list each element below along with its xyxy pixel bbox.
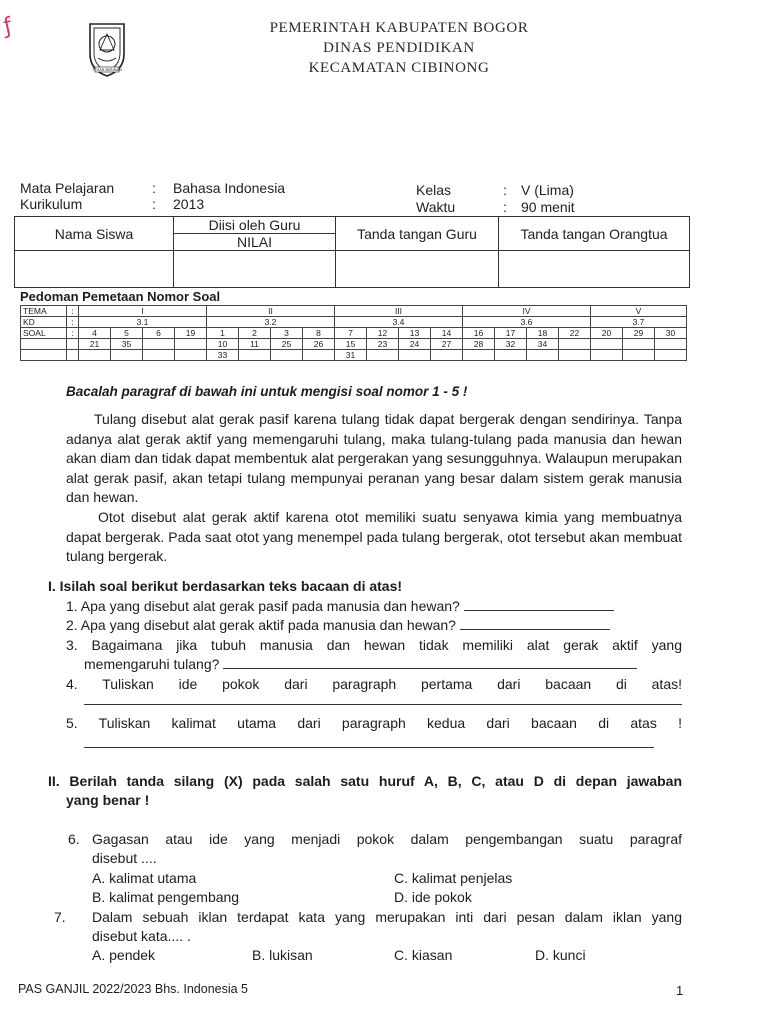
tema-row <box>21 306 687 317</box>
soal-cell: 4 <box>79 328 111 339</box>
row-label: TEMA <box>21 306 67 317</box>
soal-cell <box>431 350 463 361</box>
soal-cell: 22 <box>559 328 591 339</box>
colon: : <box>152 196 156 212</box>
soal-cell <box>463 350 495 361</box>
soal-cell: 26 <box>303 339 335 350</box>
soal-cell <box>591 339 623 350</box>
soal-row <box>21 328 687 339</box>
soal-cell <box>303 350 335 361</box>
colon: : <box>67 317 79 328</box>
student-name-header: Nama Siswa <box>15 217 174 251</box>
soal-cell: 12 <box>367 328 399 339</box>
soal-cell: 8 <box>303 328 335 339</box>
soal-cell: 32 <box>495 339 527 350</box>
score-header: NILAI <box>174 234 336 251</box>
kd-cell: 3.2 <box>207 317 335 328</box>
letterhead-line-2: DINAS PENDIDIKAN <box>323 40 475 56</box>
question-mapping-table <box>20 305 687 361</box>
soal-cell: 21 <box>79 339 111 350</box>
soal-cell: 25 <box>271 339 303 350</box>
soal-cell: 15 <box>335 339 367 350</box>
question-3-text-cont: memengaruhi tulang? <box>84 656 220 672</box>
section-1-title: I. Isilah soal berikut berdasarkan teks bacaan di atas! <box>48 578 403 594</box>
section-2-title: II. Berilah tanda silang (X) pada salah satu huruf A, B, C, atau D di depan jawaban <box>48 773 682 789</box>
row-label: SOAL <box>21 328 67 339</box>
question-6-text-cont: disebut .... <box>92 850 157 866</box>
soal-cell <box>175 350 207 361</box>
question-7-text: Dalam sebuah iklan terdapat kata yang merupakan inti dari pesan dalam iklan yang <box>92 909 682 925</box>
mapping-title: Pedoman Pemetaan Nomor Soal <box>20 289 221 304</box>
soal-cell <box>367 350 399 361</box>
soal-row <box>21 339 687 350</box>
student-info-table <box>14 216 690 288</box>
soal-cell: 16 <box>463 328 495 339</box>
colon: : <box>503 199 507 215</box>
answer-line[interactable] <box>84 704 682 705</box>
question-6-number: 6. <box>68 831 80 847</box>
answer-line[interactable] <box>464 598 614 611</box>
row-label: KD <box>21 317 67 328</box>
question-1-text: 1. Apa yang disebut alat gerak pasif pada manusia dan hewan? <box>66 598 460 614</box>
red-pen-mark: ƒ <box>1 13 15 40</box>
option-c[interactable]: C. kalimat penjelas <box>394 870 513 886</box>
tema-cell: IV <box>463 306 591 317</box>
soal-cell: 11 <box>239 339 271 350</box>
soal-cell: 3 <box>271 328 303 339</box>
soal-cell: 24 <box>399 339 431 350</box>
kd-cell: 3.4 <box>335 317 463 328</box>
tema-cell: V <box>591 306 687 317</box>
soal-cell <box>623 350 655 361</box>
soal-cell <box>143 350 175 361</box>
subject-value: Bahasa Indonesia <box>173 180 286 196</box>
soal-cell: 7 <box>335 328 367 339</box>
soal-cell: 27 <box>431 339 463 350</box>
subject-label: Mata Pelajaran <box>20 180 115 196</box>
kd-cell: 3.6 <box>463 317 591 328</box>
curriculum-label: Kurikulum <box>20 196 83 212</box>
soal-cell <box>399 350 431 361</box>
score-cell[interactable] <box>174 251 336 288</box>
option-d[interactable]: D. kunci <box>535 947 586 963</box>
question-6-text: Gagasan atau ide yang menjadi pokok dalam pengembangan suatu paragraf <box>92 831 682 847</box>
page-number: 1 <box>676 983 684 998</box>
parent-signature-cell[interactable] <box>499 251 690 288</box>
svg-text:TEGAR BERIMAN: TEGAR BERIMAN <box>92 68 122 72</box>
letterhead-line-1: PEMERINTAH KABUPATEN BOGOR <box>269 20 529 36</box>
soal-cell: 6 <box>143 328 175 339</box>
soal-cell <box>239 350 271 361</box>
colon: : <box>152 180 156 196</box>
question-7-number: 7. <box>54 909 66 925</box>
question-3-cont <box>84 656 637 672</box>
kd-cell: 3.7 <box>591 317 687 328</box>
parent-signature-header: Tanda tangan Orangtua <box>499 217 690 251</box>
tema-cell: II <box>207 306 335 317</box>
tema-cell: I <box>79 306 207 317</box>
soal-cell: 35 <box>111 339 143 350</box>
teacher-signature-cell[interactable] <box>336 251 499 288</box>
soal-cell <box>79 350 111 361</box>
section-2-title-cont: yang benar ! <box>66 792 150 808</box>
class-value: V (Lima) <box>521 182 574 198</box>
option-d[interactable]: D. ide pokok <box>394 889 472 905</box>
question-2 <box>66 617 610 633</box>
soal-cell: 2 <box>239 328 271 339</box>
curriculum-value: 2013 <box>173 196 205 212</box>
soal-cell <box>655 339 687 350</box>
soal-cell: 10 <box>207 339 239 350</box>
colon: : <box>67 306 79 317</box>
soal-cell <box>591 350 623 361</box>
soal-cell <box>271 350 303 361</box>
soal-cell: 28 <box>463 339 495 350</box>
question-2-text: 2. Apa yang disebut alat gerak aktif pada manusia dan hewan? <box>66 617 456 633</box>
passage-paragraph-1: Tulang disebut alat gerak pasif karena tulang tidak dapat bergerak dengan sendirinya. Tanpa adanya alat gerak aktif yang memengaruhi tulang, maka tulang-tulang pada manusia dan hewan akan diam dan tidak dapat membentuk alat pergerakan yang sesungguhnya. Walaupun merupakan alat gerak pasif, akan tetapi tulang mempunyai peranan yang besar dalam sistem gerak manusia dan hewan. <box>66 411 682 506</box>
reading-passage <box>66 410 682 567</box>
soal-cell: 5 <box>111 328 143 339</box>
soal-cell: 29 <box>623 328 655 339</box>
question-7-text-cont: disebut kata.... . <box>92 928 191 944</box>
soal-cell: 33 <box>207 350 239 361</box>
footer-label: PAS GANJIL 2022/2023 Bhs. Indonesia 5 <box>18 982 249 996</box>
letterhead <box>0 18 768 78</box>
soal-cell <box>559 339 591 350</box>
tema-cell: III <box>335 306 463 317</box>
answer-line[interactable] <box>460 617 610 630</box>
soal-cell: 14 <box>431 328 463 339</box>
soal-row <box>21 350 687 361</box>
kd-cell: 3.1 <box>79 317 207 328</box>
soal-cell: 1 <box>207 328 239 339</box>
soal-cell <box>527 350 559 361</box>
colon: : <box>503 182 507 198</box>
soal-cell <box>623 339 655 350</box>
letterhead-line-3: KECAMATAN CIBINONG <box>308 60 490 76</box>
option-a[interactable]: A. pendek <box>92 947 156 963</box>
option-a[interactable]: A. kalimat utama <box>92 870 197 886</box>
soal-cell: 13 <box>399 328 431 339</box>
question-3: 3. Bagaimana jika tubuh manusia dan hewan tidak memiliki alat gerak aktif yang <box>66 637 682 653</box>
student-name-cell[interactable] <box>15 251 174 288</box>
answer-line[interactable] <box>223 656 637 669</box>
soal-cell: 31 <box>335 350 367 361</box>
soal-cell <box>143 339 175 350</box>
teacher-signature-header: Tanda tangan Guru <box>336 217 499 251</box>
question-1 <box>66 598 614 614</box>
soal-cell <box>111 350 143 361</box>
answer-line[interactable] <box>84 747 654 748</box>
soal-cell: 19 <box>175 328 207 339</box>
teacher-fill-header: Diisi oleh Guru <box>174 217 336 234</box>
soal-cell: 34 <box>527 339 559 350</box>
class-label: Kelas <box>416 182 452 198</box>
time-value: 90 menit <box>521 199 575 215</box>
soal-cell <box>175 339 207 350</box>
soal-cell: 30 <box>655 328 687 339</box>
kd-row <box>21 317 687 328</box>
soal-cell <box>495 350 527 361</box>
option-b[interactable]: B. lukisan <box>252 947 313 963</box>
option-b[interactable]: B. kalimat pengembang <box>92 889 240 905</box>
question-5: 5. Tuliskan kalimat utama dari paragraph kedua dari bacaan di atas ! <box>66 715 682 731</box>
time-label: Waktu <box>416 199 456 215</box>
soal-cell: 17 <box>495 328 527 339</box>
reading-instruction: Bacalah paragraf di bawah ini untuk mengisi soal nomor 1 - 5 ! <box>66 384 468 399</box>
soal-cell <box>655 350 687 361</box>
soal-cell <box>559 350 591 361</box>
soal-cell: 23 <box>367 339 399 350</box>
passage-paragraph-2: Otot disebut alat gerak aktif karena otot memiliki suatu senyawa kimia yang membuatnya dapat bergerak. Pada saat otot yang menempel pada tulang bergerak, otot tersebut akan membuat tulang bergerak. <box>66 508 682 565</box>
option-c[interactable]: C. kiasan <box>394 947 453 963</box>
soal-cell: 20 <box>591 328 623 339</box>
question-4: 4. Tuliskan ide pokok dari paragraph pertama dari bacaan di atas! <box>66 676 682 692</box>
soal-cell: 18 <box>527 328 559 339</box>
colon: : <box>67 328 79 339</box>
